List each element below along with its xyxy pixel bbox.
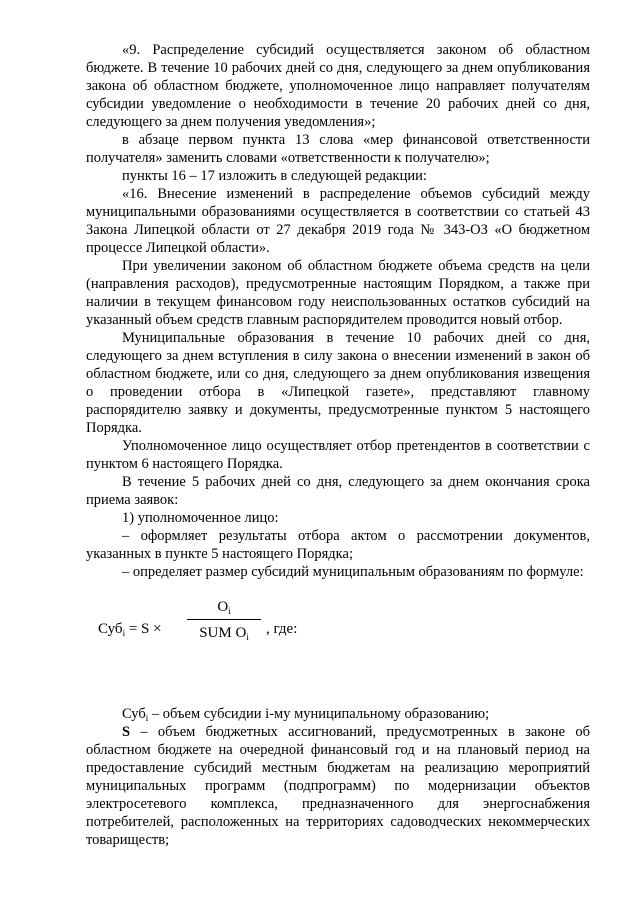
denominator-sub: i: [246, 632, 249, 642]
definition-term-base: Суб: [122, 706, 146, 722]
definition-s: [86, 723, 590, 849]
paragraph-municipal-application: Муниципальные образования в течение 10 рабочих дней со дня, следующего за днем вступления в силу закона о внесении изменений в закон об областном бюджете, или со дня, следующего за днем опубликования извещения о проведении отбора в «Липецкой газете», представляют главному распорядителю заявку и документы, предусмотренные пунктом 5 настоящего Порядка.: [86, 330, 590, 436]
definition-sub-i: [86, 705, 590, 723]
paragraph-authorized-person: 1) уполномоченное лицо:: [122, 510, 279, 526]
fraction-bar: [187, 619, 261, 620]
paragraph-formula-intro: – определяет размер субсидий муниципальным образованиям по формуле:: [122, 564, 584, 580]
subsidy-formula: [86, 595, 590, 691]
paragraph-items-16-17-intro: пункты 16 – 17 изложить в следующей редакции:: [122, 168, 427, 184]
definition-s-text: – объем бюджетных ассигнований, предусмотренных в законе об областном бюджете на очередной финансовый год и на плановый период на предоставление субсидий местным бюджетам на реализацию мероприятий муниципальных программ (подпрограмм) по модернизации объектов электросетевого комплекса, предназначенного для энергоснабжения потребителей, расположенных на территориях садоводческих некоммерческих товариществ;: [86, 724, 590, 848]
definition-term-sub: i: [145, 713, 149, 723]
formula-fraction: [187, 597, 261, 643]
formula-numerator: [187, 597, 261, 617]
numerator-sub: i: [228, 606, 231, 616]
paragraph-act-results: – оформляет результаты отбора актом о рассмотрении документов, указанных в пункте 5 настоящего Порядка;: [86, 528, 590, 562]
formula-lhs-base: Суб: [98, 621, 123, 637]
definition-s-term: S: [122, 724, 131, 740]
paragraph-new-selection: При увеличении законом об областном бюджете объема средств на цели (направления расходов), предусмотренные настоящим Порядком, а также при наличии в текущем финансовом году неиспользованных остатков субсидий на указанный объем средств главным распорядителем проводится новый отбор.: [86, 258, 590, 328]
formula-suffix: , где:: [266, 621, 298, 637]
formula-equals: = S ×: [125, 621, 162, 637]
numerator-base: O: [217, 599, 229, 615]
denominator-base: SUM O: [199, 625, 247, 641]
paragraph-item-16: «16. Внесение изменений в распределение объемов субсидий между муниципальными образованиями осуществляется в соответствии со статьей 43 Закона Липецкой области от 27 декабря 2019 года № 343-ОЗ «О бюджетном процессе Липецкой области».: [86, 186, 590, 256]
definition-text: – объем субсидии i-му муниципальному образованию;: [148, 706, 490, 722]
paragraph-five-days: В течение 5 рабочих дней со дня, следующего за днем окончания срока приема заявок:: [86, 474, 590, 508]
paragraph-selection: Уполномоченное лицо осуществляет отбор претендентов в соответствии с пунктом 6 настоящего Порядка.: [86, 438, 590, 472]
formula-lhs-sub: i: [122, 628, 126, 638]
paragraph-item-13-amendment: в абзаце первом пункта 13 слова «мер финансовой ответственности получателя» заменить словами «ответственности к получателю»;: [86, 132, 590, 166]
formula-denominator: [187, 623, 261, 643]
paragraph-item-9: «9. Распределение субсидий осуществляется законом об областном бюджете. В течение 10 рабочих дней со дня, следующего за днем опубликования закона об областном бюджете, уполномоченное лицо направляет получателям субсидии уведомление о необходимости в течение 20 рабочих дней со дня, следующего за днем получения уведомления»;: [86, 42, 590, 130]
formula-lhs: [98, 621, 162, 638]
